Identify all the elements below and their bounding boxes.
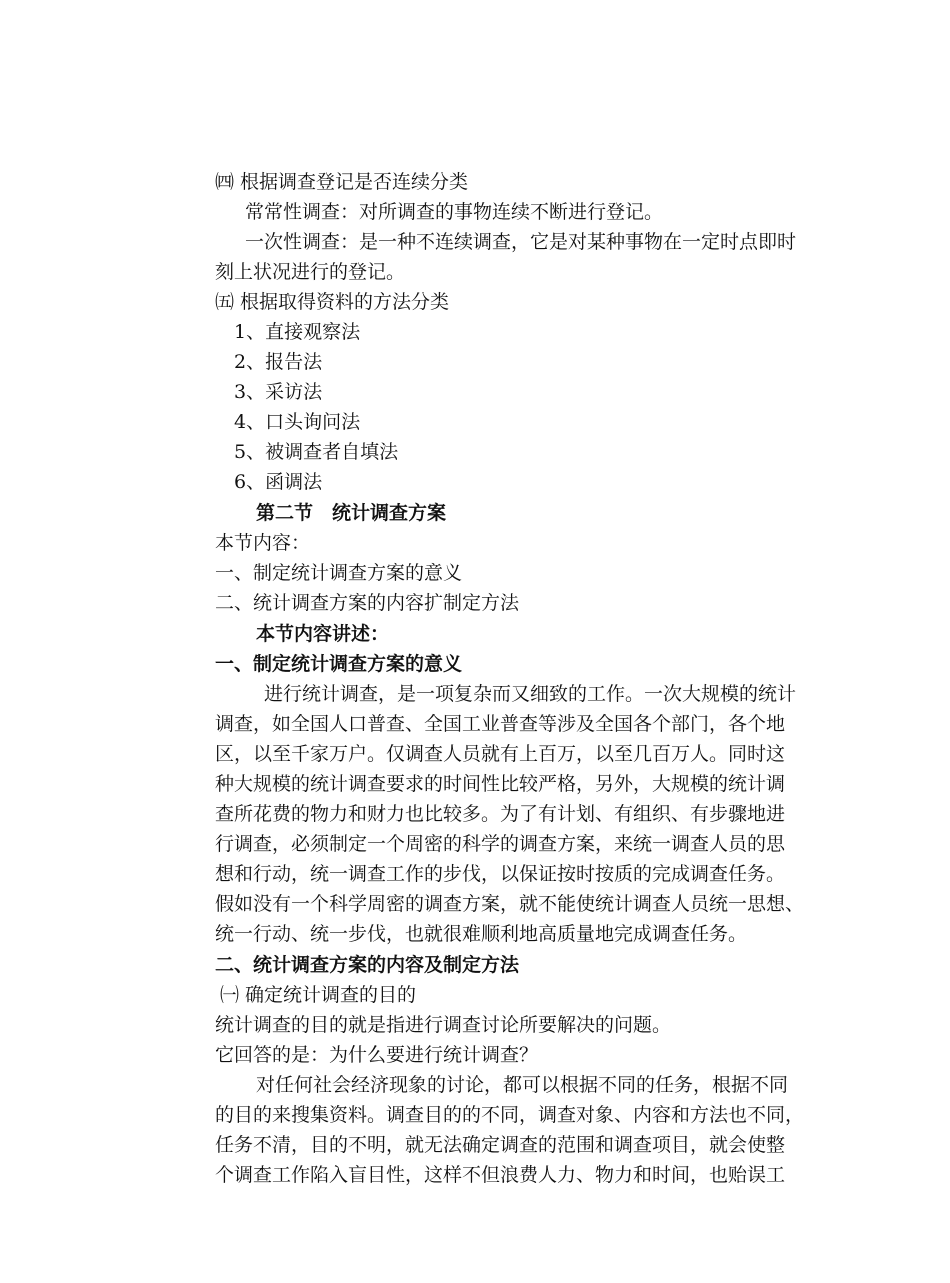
text-line: 刻上状况进行的登记。 (215, 261, 406, 283)
text-line: 一次性调查：是一种不连续调查，它是对某种事物在一定时点即时 (245, 231, 797, 253)
paragraph-line: 假如没有一个科学周密的调查方案，就不能使统计调查人员统一思想、 (215, 893, 805, 915)
text-line: 它回答的是：为什么要进行统计调查？ (215, 1044, 539, 1066)
heading-one: 一、制定统计调查方案的意义 (215, 653, 463, 675)
paragraph-line: 查所花费的物力和财力也比较多。为了有计划、有组织、有步骤地进 (215, 803, 786, 825)
outline-item: 二、统计调查方案的内容扩制定方法 (215, 592, 520, 614)
list-item: 6、函调法 (234, 471, 323, 493)
list-item: 2、报告法 (234, 351, 323, 373)
paragraph-line: 的目的来搜集资料。调查目的的不同，调查对象、内容和方法也不同， (215, 1104, 805, 1126)
text-line: 统计调查的目的就是指进行调查讨论所要解决的问题。 (215, 1014, 672, 1036)
paragraph-line: 想和行动，统一调查工作的步伐，以保证按时按质的完成调查任务。 (215, 863, 786, 885)
subsection-heading-5: ㈤ 根据取得资料的方法分类 (215, 291, 450, 313)
paragraph-line: 统一行动、统一步伐，也就很难顺利地高质量地完成调查任务。 (215, 923, 748, 945)
subsection-heading-4: ㈣ 根据调查登记是否连续分类 (215, 171, 469, 193)
paragraph-line: 区，以至千家万户。仅调查人员就有上百万，以至几百万人。同时这 (215, 743, 786, 765)
section-title: 第二节 统计调查方案 (256, 502, 447, 524)
paragraph-line: 个调查工作陷入盲目性，这样不但浪费人力、物力和时间，也贻误工 (215, 1164, 786, 1186)
text-line: 常常性调查：对所调查的事物连续不断进行登记。 (245, 201, 664, 223)
paragraph-line: 种大规模的统计调查要求的时间性比较严格，另外，大规模的统计调 (215, 773, 786, 795)
subsection-heading-1: ㈠ 确定统计调查的目的 (220, 984, 417, 1006)
paragraph-line: 调查，如全国人口普查、全国工业普查等涉及全国各个部门，各个地 (215, 713, 786, 735)
list-item: 3、采访法 (234, 381, 323, 403)
paragraph-line: 任务不清，目的不明，就无法确定调查的范围和调查项目，就会使整 (215, 1134, 786, 1156)
outline-item: 一、制定统计调查方案的意义 (215, 562, 463, 584)
list-item: 4、口头询问法 (234, 411, 361, 433)
paragraph-line: 进行统计调查，是一项复杂而又细致的工作。一次大规模的统计 (264, 683, 797, 705)
list-item: 5、被调查者自填法 (234, 441, 399, 463)
section-subtitle: 本节内容讲述： (256, 623, 390, 645)
paragraph-line: 对任何社会经济现象的讨论，都可以根据不同的任务，根据不同 (256, 1074, 789, 1096)
text-line: 本节内容： (215, 532, 311, 554)
paragraph-line: 行调查，必须制定一个周密的科学的调查方案，来统一调查人员的思 (215, 833, 786, 855)
list-item: 1、直接观察法 (234, 321, 361, 343)
heading-two: 二、统计调查方案的内容及制定方法 (215, 954, 520, 976)
